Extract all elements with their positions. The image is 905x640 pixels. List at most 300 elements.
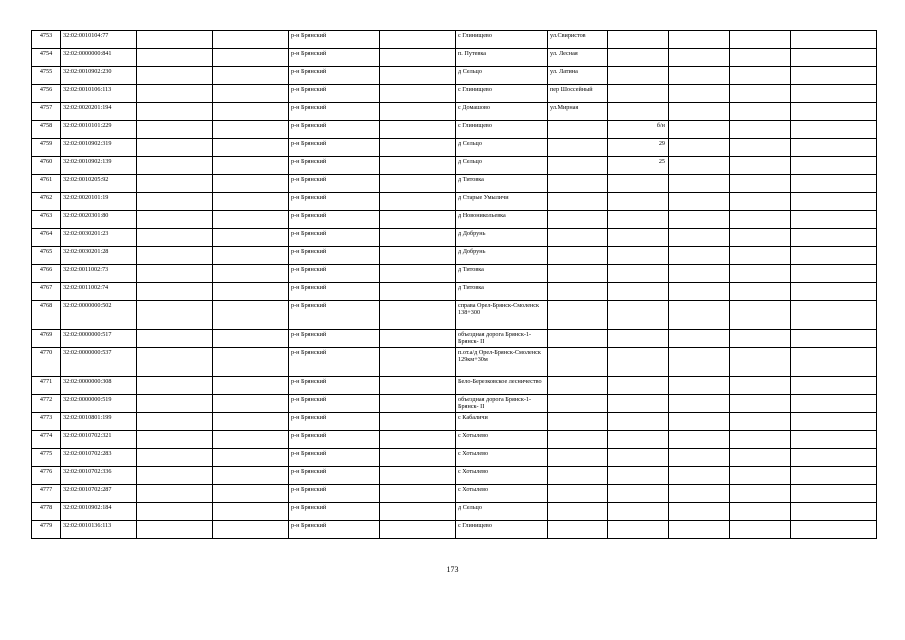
locality-cell: с Глинищево [456,521,548,539]
empty-cell [380,139,456,157]
empty-cell [137,103,213,121]
row-number-cell: 4771 [32,377,61,395]
empty-cell [669,67,730,85]
street-cell [548,348,608,377]
locality-cell: с Глинищево [456,85,548,103]
cadastral-number-cell: 32:02:0010702:283 [61,449,137,467]
empty-cell [791,247,877,265]
locality-cell: д Сельцо [456,157,548,175]
street-cell [548,121,608,139]
house-number-cell [608,49,669,67]
empty-cell [213,301,289,330]
street-cell [548,265,608,283]
street-cell [548,139,608,157]
row-number-cell: 4778 [32,503,61,521]
district-cell: р-н Брянский [289,265,380,283]
empty-cell [137,67,213,85]
empty-cell [730,431,791,449]
empty-cell [669,229,730,247]
row-number-cell: 4767 [32,283,61,301]
empty-cell [669,103,730,121]
empty-cell [380,283,456,301]
empty-cell [213,85,289,103]
empty-cell [213,175,289,193]
empty-cell [730,521,791,539]
empty-cell [669,31,730,49]
street-cell [548,485,608,503]
empty-cell [137,330,213,348]
locality-cell: объездная дорога Брянск-1- Брянск- II [456,330,548,348]
empty-cell [137,348,213,377]
cadastral-number-cell: 32:02:0010205:92 [61,175,137,193]
cadastral-number-cell: 32:02:0030201:28 [61,247,137,265]
row-number-cell: 4774 [32,431,61,449]
empty-cell [730,377,791,395]
empty-cell [213,431,289,449]
house-number-cell [608,175,669,193]
locality-cell: объездная дорога Брянск-1- Брянск- II [456,395,548,413]
empty-cell [380,265,456,283]
table-row [32,193,877,211]
cadastral-number-cell: 32:02:0010101:229 [61,121,137,139]
cadastral-number-cell: 32:02:0020301:80 [61,211,137,229]
empty-cell [380,413,456,431]
row-number-cell: 4761 [32,175,61,193]
cadastral-number-cell: 32:02:0010902:139 [61,157,137,175]
table-row [32,521,877,539]
empty-cell [791,330,877,348]
empty-cell [380,175,456,193]
house-number-cell [608,330,669,348]
empty-cell [791,431,877,449]
table-row [32,485,877,503]
empty-cell [137,211,213,229]
street-cell [548,211,608,229]
district-cell: р-н Брянский [289,467,380,485]
empty-cell [791,348,877,377]
locality-cell: д Титовка [456,283,548,301]
row-number-cell: 4776 [32,467,61,485]
house-number-cell [608,247,669,265]
empty-cell [669,395,730,413]
row-number-cell: 4754 [32,49,61,67]
district-cell: р-н Брянский [289,229,380,247]
empty-cell [791,211,877,229]
empty-cell [380,49,456,67]
empty-cell [213,395,289,413]
row-number-cell: 4773 [32,413,61,431]
street-cell: ул. Лесная [548,49,608,67]
empty-cell [791,31,877,49]
table-row [32,431,877,449]
row-number-cell: 4757 [32,103,61,121]
table-row [32,31,877,49]
row-number-cell: 4779 [32,521,61,539]
street-cell [548,229,608,247]
district-cell: р-н Брянский [289,121,380,139]
empty-cell [730,395,791,413]
table-row [32,103,877,121]
empty-cell [791,193,877,211]
street-cell [548,467,608,485]
empty-cell [380,67,456,85]
house-number-cell: 25 [608,157,669,175]
table-row [32,330,877,348]
district-cell: р-н Брянский [289,67,380,85]
empty-cell [730,301,791,330]
locality-cell: д Сельцо [456,503,548,521]
empty-cell [213,449,289,467]
empty-cell [730,121,791,139]
empty-cell [791,413,877,431]
empty-cell [791,85,877,103]
cadastral-number-cell: 32:02:0000000:502 [61,301,137,330]
empty-cell [669,193,730,211]
row-number-cell: 4763 [32,211,61,229]
row-number-cell: 4777 [32,485,61,503]
cadastral-number-cell: 32:02:0000000:308 [61,377,137,395]
district-cell: р-н Брянский [289,157,380,175]
cadastral-number-cell: 32:02:0010902:184 [61,503,137,521]
house-number-cell [608,67,669,85]
empty-cell [380,301,456,330]
district-cell: р-н Брянский [289,211,380,229]
house-number-cell [608,449,669,467]
street-cell [548,449,608,467]
empty-cell [137,377,213,395]
row-number-cell: 4762 [32,193,61,211]
empty-cell [213,103,289,121]
house-number-cell [608,301,669,330]
empty-cell [380,103,456,121]
row-number-cell: 4765 [32,247,61,265]
empty-cell [380,449,456,467]
table-row [32,247,877,265]
table-row [32,467,877,485]
empty-cell [730,283,791,301]
empty-cell [137,85,213,103]
empty-cell [137,247,213,265]
table-row [32,449,877,467]
row-number-cell: 4759 [32,139,61,157]
locality-cell: д Старые Умыличи [456,193,548,211]
district-cell: р-н Брянский [289,247,380,265]
empty-cell [791,265,877,283]
locality-cell: д Титовка [456,175,548,193]
empty-cell [730,139,791,157]
empty-cell [669,503,730,521]
empty-cell [137,265,213,283]
empty-cell [730,85,791,103]
house-number-cell [608,103,669,121]
street-cell [548,157,608,175]
house-number-cell [608,193,669,211]
street-cell [548,377,608,395]
empty-cell [730,330,791,348]
row-number-cell: 4768 [32,301,61,330]
empty-cell [730,103,791,121]
empty-cell [730,211,791,229]
house-number-cell [608,211,669,229]
district-cell: р-н Брянский [289,139,380,157]
empty-cell [669,157,730,175]
district-cell: р-н Брянский [289,413,380,431]
street-cell [548,301,608,330]
empty-cell [137,157,213,175]
street-cell: ул.Мирная [548,103,608,121]
empty-cell [730,67,791,85]
empty-cell [137,229,213,247]
empty-cell [213,467,289,485]
row-number-cell: 4755 [32,67,61,85]
empty-cell [213,521,289,539]
empty-cell [791,521,877,539]
cadastral-number-cell: 32:02:0010702:321 [61,431,137,449]
locality-cell: с Хотылево [456,467,548,485]
street-cell: ул.Свиристов [548,31,608,49]
street-cell: пер Шоссейный [548,85,608,103]
empty-cell [791,175,877,193]
empty-cell [380,485,456,503]
empty-cell [791,485,877,503]
cadastral-number-cell: 32:02:0011002:74 [61,283,137,301]
empty-cell [213,157,289,175]
empty-cell [669,431,730,449]
empty-cell [213,265,289,283]
cadastral-number-cell: 32:02:0020101:19 [61,193,137,211]
row-number-cell: 4769 [32,330,61,348]
street-cell [548,247,608,265]
house-number-cell [608,229,669,247]
empty-cell [730,467,791,485]
cadastral-number-cell: 32:02:0000000:519 [61,395,137,413]
street-cell [548,175,608,193]
street-cell [548,330,608,348]
house-number-cell [608,485,669,503]
empty-cell [669,301,730,330]
empty-cell [137,49,213,67]
house-number-cell [608,265,669,283]
empty-cell [213,121,289,139]
district-cell: р-н Брянский [289,449,380,467]
empty-cell [380,431,456,449]
empty-cell [380,193,456,211]
empty-cell [137,431,213,449]
table-row [32,139,877,157]
district-cell: р-н Брянский [289,85,380,103]
cadastral-number-cell: 32:02:0010801:199 [61,413,137,431]
empty-cell [137,413,213,431]
empty-cell [213,283,289,301]
empty-cell [669,211,730,229]
house-number-cell [608,467,669,485]
empty-cell [137,467,213,485]
street-cell [548,283,608,301]
empty-cell [137,31,213,49]
empty-cell [791,377,877,395]
empty-cell [380,229,456,247]
locality-cell: справа Орел-Брянск-Смоленск 138+300 [456,301,548,330]
house-number-cell [608,85,669,103]
row-number-cell: 4775 [32,449,61,467]
house-number-cell [608,431,669,449]
empty-cell [380,85,456,103]
empty-cell [791,139,877,157]
empty-cell [137,449,213,467]
empty-cell [791,121,877,139]
row-number-cell: 4753 [32,31,61,49]
empty-cell [669,485,730,503]
district-cell: р-н Брянский [289,330,380,348]
empty-cell [380,121,456,139]
empty-cell [669,265,730,283]
empty-cell [380,157,456,175]
district-cell: р-н Брянский [289,31,380,49]
house-number-cell [608,348,669,377]
empty-cell [137,301,213,330]
locality-cell: с Глинищево [456,121,548,139]
table-row [32,413,877,431]
table-row [32,348,877,377]
empty-cell [669,377,730,395]
district-cell: р-н Брянский [289,175,380,193]
empty-cell [669,247,730,265]
cadastral-number-cell: 32:02:0010702:287 [61,485,137,503]
empty-cell [730,503,791,521]
empty-cell [213,330,289,348]
table-row [32,157,877,175]
cadastral-number-cell: 32:02:0010136:113 [61,521,137,539]
empty-cell [669,139,730,157]
empty-cell [669,348,730,377]
locality-cell: Бело-Березковское лесничество [456,377,548,395]
locality-cell: с Глинищево [456,31,548,49]
district-cell: р-н Брянский [289,431,380,449]
empty-cell [380,348,456,377]
locality-cell: с Хотылево [456,431,548,449]
district-cell: р-н Брянский [289,485,380,503]
district-cell: р-н Брянский [289,301,380,330]
table-row [32,85,877,103]
table-row [32,211,877,229]
empty-cell [137,121,213,139]
house-number-cell [608,31,669,49]
locality-cell: д Добрунь [456,247,548,265]
empty-cell [730,157,791,175]
house-number-cell: 29 [608,139,669,157]
district-cell: р-н Брянский [289,521,380,539]
empty-cell [380,377,456,395]
row-number-cell: 4758 [32,121,61,139]
table-row [32,265,877,283]
empty-cell [380,330,456,348]
empty-cell [730,413,791,431]
empty-cell [213,348,289,377]
empty-cell [137,521,213,539]
empty-cell [669,49,730,67]
table-row [32,49,877,67]
empty-cell [730,449,791,467]
street-cell [548,193,608,211]
locality-cell: д Сельцо [456,67,548,85]
empty-cell [669,85,730,103]
empty-cell [669,521,730,539]
house-number-cell [608,395,669,413]
cadastral-number-cell: 32:02:0000000:517 [61,330,137,348]
row-number-cell: 4756 [32,85,61,103]
locality-cell: с Кабаличи [456,413,548,431]
row-number-cell: 4770 [32,348,61,377]
empty-cell [669,283,730,301]
empty-cell [730,31,791,49]
empty-cell [213,139,289,157]
empty-cell [380,31,456,49]
empty-cell [791,301,877,330]
empty-cell [137,193,213,211]
empty-cell [791,67,877,85]
district-cell: р-н Брянский [289,377,380,395]
district-cell: р-н Брянский [289,193,380,211]
table-row [32,503,877,521]
table-row [32,229,877,247]
row-number-cell: 4760 [32,157,61,175]
row-number-cell: 4764 [32,229,61,247]
empty-cell [791,229,877,247]
empty-cell [213,247,289,265]
cadastral-number-cell: 32:02:0030201:23 [61,229,137,247]
page-number: 173 [446,565,459,574]
cadastral-number-cell: 32:02:0010104:77 [61,31,137,49]
empty-cell [669,175,730,193]
table-row [32,121,877,139]
empty-cell [730,229,791,247]
empty-cell [791,449,877,467]
empty-cell [791,503,877,521]
empty-cell [730,485,791,503]
street-cell [548,521,608,539]
empty-cell [730,247,791,265]
district-cell: р-н Брянский [289,103,380,121]
empty-cell [791,283,877,301]
empty-cell [380,467,456,485]
house-number-cell [608,413,669,431]
row-number-cell: 4772 [32,395,61,413]
house-number-cell: б/н [608,121,669,139]
table-row [32,301,877,330]
cadastral-number-cell: 32:02:0000000:841 [61,49,137,67]
empty-cell [213,211,289,229]
empty-cell [213,377,289,395]
empty-cell [669,449,730,467]
locality-cell: с Хотылево [456,449,548,467]
house-number-cell [608,283,669,301]
empty-cell [213,413,289,431]
house-number-cell [608,521,669,539]
cadastral-number-cell: 32:02:0020201:194 [61,103,137,121]
cadastral-number-cell: 32:02:0011002:73 [61,265,137,283]
empty-cell [791,103,877,121]
locality-cell: п.от.а/д Орел-Брянск-Смоленск 129км+30м [456,348,548,377]
house-number-cell [608,377,669,395]
empty-cell [791,49,877,67]
cadastral-number-cell: 32:02:0010702:336 [61,467,137,485]
empty-cell [213,67,289,85]
district-cell: р-н Брянский [289,49,380,67]
street-cell [548,395,608,413]
table-row [32,67,877,85]
street-cell [548,413,608,431]
cadastral-number-cell: 32:02:0010902:319 [61,139,137,157]
